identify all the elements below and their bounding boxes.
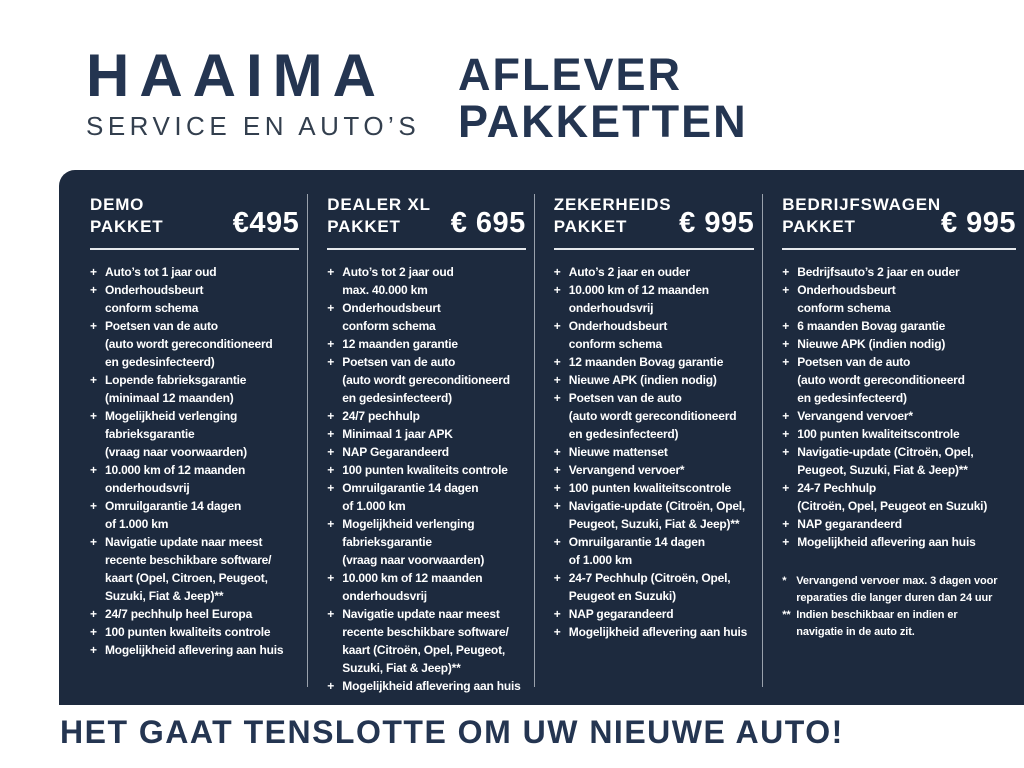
package-item-text	[797, 353, 965, 407]
package-item-line: en gedesinfecteerd)	[568, 426, 679, 441]
package-item	[554, 497, 754, 533]
package-item-text	[342, 461, 507, 479]
package-item	[554, 389, 754, 443]
package-item	[90, 605, 299, 623]
package-item-line: Poetsen van de auto	[105, 318, 218, 333]
plus-marker: +	[327, 300, 335, 315]
package-item	[554, 479, 754, 497]
package-item-line: (auto wordt gereconditioneerd	[568, 408, 737, 423]
logo-title: HAAIMA	[86, 42, 386, 109]
plus-marker: +	[90, 642, 97, 657]
plus-marker: +	[782, 336, 790, 351]
plus-marker: +	[782, 354, 790, 369]
package-header	[782, 194, 1016, 238]
package-item-line: of 1.000 km	[342, 498, 406, 513]
plus-marker: +	[90, 606, 97, 621]
package-item-line: (Citroën, Opel, Peugeot en Suzuki)	[797, 498, 988, 513]
package-item	[554, 353, 754, 371]
package-item-text	[342, 335, 458, 353]
package-column	[534, 194, 762, 687]
page-title-line1: AFLEVER	[458, 49, 683, 100]
package-item	[327, 335, 525, 353]
plus-marker: +	[553, 462, 561, 477]
plus-marker: +	[90, 282, 97, 297]
package-price: € 995	[679, 206, 755, 239]
plus-marker: +	[553, 390, 561, 405]
package-item-line: 24/7 pechhulp	[342, 408, 420, 423]
plus-marker: +	[90, 534, 97, 549]
package-item	[554, 623, 754, 641]
package-item	[327, 443, 525, 461]
package-item	[782, 407, 1016, 425]
package-item-line: conform schema	[568, 336, 663, 351]
plus-marker: +	[782, 444, 790, 459]
plus-marker: +	[553, 354, 561, 369]
page-title	[458, 49, 748, 147]
plus-marker: +	[782, 318, 790, 333]
package-item	[554, 533, 754, 569]
plus-marker: +	[327, 408, 335, 423]
package-item-text	[569, 317, 667, 353]
package-item-text	[342, 353, 510, 407]
package-item-text	[105, 281, 203, 317]
plus-marker: +	[90, 318, 97, 333]
plus-marker: +	[90, 624, 97, 639]
plus-marker: +	[553, 606, 561, 621]
package-item-line: Mogelijkheid aflevering aan huis	[105, 642, 284, 657]
package-item-line: (auto wordt gereconditioneerd	[797, 372, 965, 387]
package-item-line: conform schema	[797, 300, 891, 315]
package-item-line: Peugeot en Suzuki)	[568, 588, 676, 603]
package-item-text	[797, 425, 959, 443]
package-item-list	[327, 263, 525, 695]
package-name-line: DEMO	[90, 195, 145, 214]
package-column	[59, 194, 307, 687]
package-item-line: (minimaal 12 maanden)	[105, 390, 234, 405]
package-price: € 695	[450, 206, 526, 239]
package-item	[782, 479, 1016, 515]
plus-marker: +	[90, 408, 97, 423]
package-item-line: Nieuwe APK (indien nodig)	[568, 372, 717, 387]
package-item-line: 12 maanden garantie	[342, 336, 458, 351]
package-item-text	[797, 281, 895, 317]
package-item-text	[797, 263, 959, 281]
package-item-text	[569, 389, 737, 443]
footnote	[782, 607, 1016, 641]
package-name	[782, 194, 941, 238]
package-item-line: NAP gegarandeerd	[568, 606, 674, 621]
plus-marker: +	[90, 372, 97, 387]
package-item-line: max. 40.000 km	[342, 282, 428, 297]
package-item-line: Omruilgarantie 14 dagen	[342, 480, 479, 495]
package-item-text	[105, 623, 270, 641]
package-item-text	[105, 317, 273, 371]
package-item-line: Bedrijfsauto’s 2 jaar en ouder	[797, 264, 960, 279]
package-item-line: recente beschikbare software/	[105, 552, 272, 567]
plus-marker: +	[327, 426, 335, 441]
package-column	[762, 194, 1024, 687]
plus-marker: +	[782, 516, 790, 531]
package-item	[90, 497, 299, 533]
package-name	[90, 194, 163, 238]
plus-marker: +	[327, 606, 335, 621]
package-item-line: Onderhoudsbeurt	[342, 300, 441, 315]
package-item	[782, 353, 1016, 407]
plus-marker: +	[90, 264, 97, 279]
plus-marker: +	[553, 624, 561, 639]
footnote	[782, 573, 1016, 607]
package-item	[554, 461, 754, 479]
footnote-line: navigatie in de auto zit.	[796, 625, 915, 638]
package-item-line: kaart (Citroën, Opel, Peugeot,	[342, 642, 505, 657]
header-rule	[782, 248, 1016, 250]
package-price: € 995	[940, 206, 1017, 239]
package-item-text	[569, 497, 745, 533]
package-item	[554, 263, 754, 281]
package-item-text	[797, 317, 945, 335]
package-item	[327, 677, 525, 695]
package-item-line: fabrieksgarantie	[342, 534, 432, 549]
package-item-text	[105, 605, 252, 623]
package-item-line: 10.000 km of 12 maanden	[568, 282, 709, 297]
plus-marker: +	[553, 282, 561, 297]
package-item-text	[797, 443, 973, 479]
package-item	[782, 515, 1016, 533]
footer-slogan: HET GAAT TENSLOTTE OM UW NIEUWE AUTO!	[60, 714, 844, 750]
package-item-line: Mogelijkheid aflevering aan huis	[568, 624, 748, 639]
header-rule	[554, 248, 754, 250]
page-title-line2: PAKKETTEN	[458, 95, 748, 147]
footnote-line: reparaties die langer duren dan 24 uur	[796, 591, 993, 604]
package-item	[782, 335, 1016, 353]
plus-marker: +	[90, 462, 97, 477]
package-item-text	[797, 479, 987, 515]
package-item-line: fabrieksgarantie	[105, 426, 195, 441]
footnote-lines	[796, 607, 957, 641]
package-item-line: Navigatie update naar meest	[105, 534, 263, 549]
header-rule	[327, 248, 525, 250]
logo	[86, 42, 421, 142]
package-item-text	[569, 479, 731, 497]
package-item-text	[105, 371, 246, 407]
package-item-line: Onderhoudsbeurt	[105, 282, 204, 297]
package-item-line: onderhoudsvrij	[568, 300, 654, 315]
package-item-line: Suzuki, Fiat & Jeep)**	[105, 588, 224, 603]
package-item	[327, 425, 525, 443]
package-item	[327, 353, 525, 407]
footnotes	[782, 573, 1016, 641]
logo-subtitle: SERVICE EN AUTO’S	[86, 111, 421, 141]
package-item	[327, 515, 525, 569]
package-item-text	[797, 335, 945, 353]
package-item-line: Minimaal 1 jaar APK	[342, 426, 453, 441]
plus-marker: +	[782, 480, 790, 495]
package-item-line: 10.000 km of 12 maanden	[342, 570, 483, 585]
plus-marker: +	[553, 534, 561, 549]
header-rule	[90, 248, 299, 250]
package-item-text	[342, 263, 453, 299]
package-item-text	[342, 299, 440, 335]
package-item	[327, 569, 525, 605]
package-item-text	[569, 353, 723, 371]
footnote-marker: **	[782, 608, 791, 621]
package-item-line: Auto’s 2 jaar en ouder	[568, 264, 690, 279]
footnote-lines	[796, 573, 997, 607]
package-item-text	[105, 263, 216, 281]
package-item-line: 100 punten kwaliteits controle	[342, 462, 508, 477]
plus-marker: +	[782, 408, 790, 423]
package-item-text	[569, 461, 685, 479]
package-item-line: NAP Gegarandeerd	[342, 444, 449, 459]
package-item-text	[569, 533, 705, 569]
package-item-list	[554, 263, 754, 641]
package-item	[90, 263, 299, 281]
package-item	[554, 317, 754, 353]
package-item	[554, 605, 754, 623]
plus-marker: +	[90, 498, 97, 513]
plus-marker: +	[553, 318, 561, 333]
package-item	[327, 461, 525, 479]
package-name-line: BEDRIJFSWAGEN	[782, 195, 941, 214]
footnote-line: Indien beschikbaar en indien er	[796, 608, 958, 621]
plus-marker: +	[327, 570, 335, 585]
footnote-marker: *	[782, 574, 787, 587]
package-item-line: Navigatie update naar meest	[342, 606, 500, 621]
package-item	[90, 281, 299, 317]
package-item-line: Auto’s tot 2 jaar oud	[342, 264, 454, 279]
package-item-line: conform schema	[105, 300, 199, 315]
package-item-text	[569, 281, 709, 317]
plus-marker: +	[782, 264, 790, 279]
package-item-line: Navigatie-update (Citroën, Opel,	[568, 498, 746, 513]
package-item-line: Suzuki, Fiat & Jeep)**	[342, 660, 461, 675]
package-item-line: 100 punten kwaliteits controle	[105, 624, 271, 639]
plus-marker: +	[327, 264, 335, 279]
package-name	[554, 194, 672, 238]
plus-marker: +	[553, 570, 561, 585]
package-item	[90, 623, 299, 641]
package-item-line: 100 punten kwaliteitscontrole	[797, 426, 960, 441]
package-name-line: PAKKET	[327, 216, 401, 236]
footnote-line: Vervangend vervoer max. 3 dagen voor	[796, 574, 998, 587]
package-item	[90, 407, 299, 461]
package-header	[554, 194, 754, 238]
plus-marker: +	[782, 282, 790, 297]
package-item-text	[342, 479, 478, 515]
package-item-line: Onderhoudsbeurt	[797, 282, 896, 297]
package-item-text	[342, 677, 520, 695]
package-name-line: ZEKERHEIDS	[553, 195, 672, 214]
package-item-line: Peugeot, Suzuki, Fiat & Jeep)**	[568, 516, 740, 531]
package-item	[782, 425, 1016, 443]
package-price: €495	[232, 206, 300, 239]
package-item	[554, 569, 754, 605]
package-name	[327, 194, 431, 238]
package-header	[327, 194, 525, 238]
package-item-line: Lopende fabrieksgarantie	[105, 372, 247, 387]
package-item	[327, 299, 525, 335]
package-item	[90, 641, 299, 659]
package-item-line: Mogelijkheid aflevering aan huis	[797, 534, 976, 549]
plus-marker: +	[553, 372, 561, 387]
package-item-line: of 1.000 km	[568, 552, 632, 567]
package-item	[327, 605, 525, 677]
package-item-line: en gedesinfecteerd)	[342, 390, 452, 405]
package-item-list	[782, 263, 1016, 551]
package-name-line: PAKKET	[553, 216, 628, 236]
package-item-line: 6 maanden Bovag garantie	[797, 318, 946, 333]
package-item-line: Vervangend vervoer*	[797, 408, 913, 423]
plus-marker: +	[327, 516, 335, 531]
package-item-line: Nieuwe mattenset	[568, 444, 668, 459]
plus-marker: +	[327, 480, 335, 495]
plus-marker: +	[782, 426, 790, 441]
package-item-line: 10.000 km of 12 maanden	[105, 462, 246, 477]
package-item-text	[797, 533, 975, 551]
package-item-line: Auto’s tot 1 jaar oud	[105, 264, 217, 279]
package-item-line: Mogelijkheid aflevering aan huis	[342, 678, 521, 693]
package-item-text	[342, 407, 419, 425]
package-item-line: en gedesinfecteerd)	[797, 390, 907, 405]
package-item-text	[569, 371, 717, 389]
package-item	[90, 371, 299, 407]
package-item-line: 24-7 Pechhulp	[797, 480, 876, 495]
package-item	[327, 263, 525, 299]
package-item-text	[569, 623, 747, 641]
package-item	[782, 533, 1016, 551]
package-item-text	[569, 605, 674, 623]
plus-marker: +	[553, 498, 561, 513]
package-item	[90, 533, 299, 605]
package-item-text	[797, 515, 902, 533]
package-item-line: Nieuwe APK (indien nodig)	[797, 336, 946, 351]
package-item-line: Mogelijkheid verlenging	[105, 408, 238, 423]
package-item-text	[569, 263, 690, 281]
package-item-line: (auto wordt gereconditioneerd	[342, 372, 510, 387]
plus-marker: +	[327, 444, 335, 459]
package-item	[782, 317, 1016, 335]
package-item-line: NAP gegarandeerd	[797, 516, 902, 531]
package-item-line: onderhoudsvrij	[105, 480, 190, 495]
package-item-line: onderhoudsvrij	[342, 588, 427, 603]
package-header	[90, 194, 299, 238]
package-item-line: Poetsen van de auto	[568, 390, 682, 405]
packages-panel	[59, 170, 1024, 705]
package-item-line: 24/7 pechhulp heel Europa	[105, 606, 253, 621]
package-item-line: kaart (Opel, Citroen, Peugeot,	[105, 570, 268, 585]
package-item	[782, 443, 1016, 479]
package-item-text	[105, 641, 283, 659]
package-item	[554, 443, 754, 461]
package-item-line: Omruilgarantie 14 dagen	[568, 534, 705, 549]
package-item	[327, 407, 525, 425]
package-item	[554, 281, 754, 317]
package-item-line: Omruilgarantie 14 dagen	[105, 498, 242, 513]
package-item-line: (vraag naar voorwaarden)	[342, 552, 485, 567]
plus-marker: +	[327, 336, 335, 351]
package-item	[327, 479, 525, 515]
package-item-text	[105, 407, 247, 461]
package-column	[307, 194, 533, 693]
package-name-line: PAKKET	[782, 216, 856, 236]
package-item-line: en gedesinfecteerd)	[105, 354, 215, 369]
package-item-line: Peugeot, Suzuki, Fiat & Jeep)**	[797, 462, 968, 477]
package-item-text	[342, 425, 452, 443]
plus-marker: +	[327, 678, 335, 693]
package-item	[554, 371, 754, 389]
package-item-line: 100 punten kwaliteitscontrole	[568, 480, 732, 495]
plus-marker: +	[327, 354, 335, 369]
package-item	[90, 461, 299, 497]
package-item-line: 24-7 Pechhulp (Citroën, Opel,	[568, 570, 731, 585]
package-item-line: Onderhoudsbeurt	[568, 318, 668, 333]
package-item-text	[105, 497, 241, 533]
plus-marker: +	[553, 444, 561, 459]
package-item-line: 12 maanden Bovag garantie	[568, 354, 724, 369]
package-item-line: Poetsen van de auto	[797, 354, 911, 369]
package-item-line: (auto wordt gereconditioneerd	[105, 336, 273, 351]
plus-marker: +	[782, 534, 790, 549]
package-item-line: Mogelijkheid verlenging	[342, 516, 475, 531]
package-item-text	[105, 461, 245, 497]
package-item-line: Vervangend vervoer*	[568, 462, 685, 477]
package-item-line: Navigatie-update (Citroën, Opel,	[797, 444, 974, 459]
package-item-line: recente beschikbare software/	[342, 624, 509, 639]
package-item-text	[797, 407, 913, 425]
package-item-line: conform schema	[342, 318, 436, 333]
package-item-text	[569, 569, 731, 605]
package-item-text	[342, 569, 482, 605]
package-item	[782, 263, 1016, 281]
package-item-line: Poetsen van de auto	[342, 354, 456, 369]
package-name-line: PAKKET	[90, 216, 164, 236]
package-item-list	[90, 263, 299, 659]
plus-marker: +	[553, 264, 561, 279]
package-name-line: DEALER XL	[327, 195, 431, 214]
package-item-line: of 1.000 km	[105, 516, 169, 531]
package-item-text	[569, 443, 668, 461]
package-item-text	[342, 515, 484, 569]
package-item	[782, 281, 1016, 317]
plus-marker: +	[327, 462, 335, 477]
package-item-text	[342, 605, 508, 677]
package-item	[90, 317, 299, 371]
plus-marker: +	[553, 480, 561, 495]
package-item-text	[342, 443, 449, 461]
package-item-text	[105, 533, 271, 605]
package-item-line: (vraag naar voorwaarden)	[105, 444, 247, 459]
